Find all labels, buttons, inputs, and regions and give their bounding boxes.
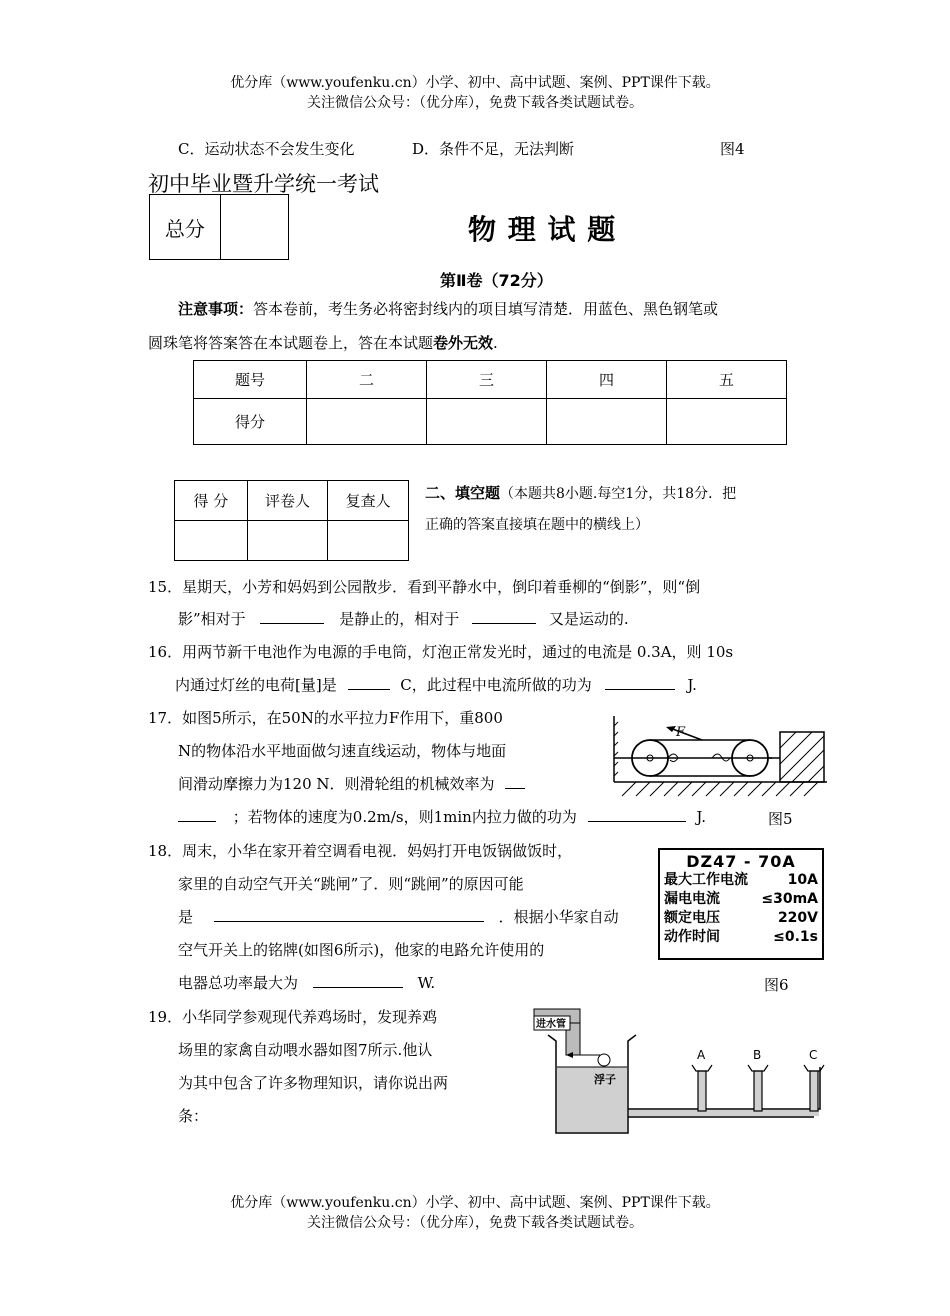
- q18-line-5: [178, 972, 435, 994]
- q15-text-2a: 影”相对于: [178, 610, 246, 628]
- nameplate-row: [664, 928, 818, 947]
- fig5-force-label: F: [676, 725, 686, 740]
- q15-blank-1[interactable]: [260, 609, 324, 624]
- score-table-header: 五: [667, 361, 787, 399]
- q16-line-2: [175, 674, 697, 696]
- section2-title: 二、填空题: [425, 484, 501, 502]
- q18-line-4: 空气开关上的铭牌(如图6所示)，他家的电路允许使用的: [178, 941, 545, 959]
- notice-line-1: [178, 298, 718, 320]
- nameplate-value: ≤0.1s: [773, 929, 818, 945]
- q18-text-3b: ．根据小华家自动: [498, 908, 619, 926]
- section2-desc-2: 正确的答案直接填在题中的横线上）: [425, 517, 649, 533]
- q18-text-3a: 是: [178, 908, 194, 926]
- nameplate-key: 动作时间: [664, 929, 720, 945]
- q19-line-2: 场里的家禽自动喂水器如图7所示.他认: [178, 1041, 433, 1059]
- q15-text-2c: 又是运动的.: [548, 610, 629, 628]
- total-score-value[interactable]: [220, 195, 288, 260]
- q18-text-5b: W.: [417, 974, 436, 992]
- nameplate-value: 10A: [787, 872, 818, 888]
- nameplate-row: [664, 871, 818, 890]
- option-c: C．运动状态不会发生变化: [178, 140, 355, 158]
- notice-line-2: [148, 332, 498, 354]
- total-score-box: [149, 194, 289, 260]
- score-table: [193, 360, 787, 445]
- fig7-label-a: A: [697, 1048, 706, 1062]
- section2-line-1: [425, 482, 736, 505]
- q15-line-2: [178, 608, 629, 630]
- nameplate-model: DZ47 - 70A: [686, 852, 796, 871]
- fig6-nameplate: [658, 848, 824, 960]
- option-d: D．条件不足，无法判断: [412, 140, 575, 158]
- nameplate-key: 漏电电流: [664, 891, 720, 907]
- nameplate-value: 220V: [777, 910, 818, 926]
- fig6-label: 图6: [764, 976, 789, 994]
- nameplate-key: 额定电压: [664, 910, 720, 926]
- footer-line-2: 关注微信公众号：（优分库），免费下载各类试题试卷。: [307, 1215, 643, 1231]
- nameplate-key: 最大工作电流: [664, 872, 748, 888]
- q19-line-4: 条：: [178, 1107, 209, 1125]
- grader-cell[interactable]: [328, 521, 409, 561]
- q15-blank-2[interactable]: [472, 609, 536, 624]
- score-cell[interactable]: [667, 399, 787, 445]
- exam-title: 初中毕业暨升学统一考试: [148, 172, 379, 196]
- q16-blank-1[interactable]: [348, 675, 390, 690]
- q18-line-3: [178, 906, 619, 928]
- q16-text-2a: 内通过灯丝的电荷[量]是: [175, 676, 337, 694]
- fig7-inlet-label: 进水管: [536, 1019, 566, 1030]
- q15-text-2b: 是静止的，相对于: [339, 610, 460, 628]
- q15-line-1: 15．星期天，小芳和妈妈到公园散步．看到平静水中，倒印着垂柳的“倒影”，则“倒: [148, 578, 701, 596]
- notice-text-1: 答本卷前，考生务必将密封线内的项目填写清楚．用蓝色、黑色钢笔或: [253, 300, 719, 318]
- score-cell[interactable]: [427, 399, 547, 445]
- notice-text-2b: 卷外无效: [433, 334, 494, 352]
- q16-text-2c: J.: [687, 676, 697, 694]
- section2-desc-1: （本题共8小题.每空1分，共18分．把: [500, 486, 737, 502]
- q17-line-3: [178, 773, 525, 795]
- total-score-label: 总分: [150, 195, 221, 260]
- score-cell[interactable]: [547, 399, 667, 445]
- q17-blank-1a[interactable]: [505, 774, 525, 789]
- header-line-2: 关注微信公众号：（优分库），免费下载各类试题试卷。: [307, 95, 643, 111]
- q16-text-2b: C，此过程中电流所做的功为: [400, 676, 592, 694]
- q17-line-1: 17．如图5所示，在50N的水平拉力F作用下，重800: [148, 709, 503, 727]
- q17-blank-1b[interactable]: [178, 807, 216, 822]
- notice-label: 注意事项：: [178, 300, 254, 318]
- fig7-float-label: 浮子: [594, 1073, 616, 1086]
- q18-line-1: 18．周末，小华在家开着空调看电视．妈妈打开电饭锅做饭时，: [148, 842, 573, 860]
- fig7-label-b: B: [753, 1048, 762, 1062]
- score-cell[interactable]: [307, 399, 427, 445]
- q16-line-1: 16．用两节新干电池作为电源的手电筒，灯泡正常发光时，通过的电流是 0.3A，则 10s: [148, 643, 734, 661]
- score-row-label: 得分: [194, 399, 307, 445]
- q19-line-3: 为其中包含了许多物理知识，请你说出两: [178, 1074, 449, 1092]
- footer-line-1: 优分库（www.youfenku.cn）小学、初中、高中试题、案例、PPT课件下载。: [230, 1195, 720, 1211]
- q19-line-1: 19．小华同学参观现代养鸡场时，发现养鸡: [148, 1008, 438, 1026]
- fig4-label: 图4: [720, 140, 745, 158]
- score-table-header: 四: [547, 361, 667, 399]
- q17-text-4a: ；若物体的速度为0.2m/s，则1min内拉力做的功为: [232, 808, 577, 826]
- score-table-header: 三: [427, 361, 547, 399]
- volume-label: 第Ⅱ卷（72分）: [440, 271, 553, 290]
- q16-blank-2[interactable]: [605, 675, 675, 690]
- score-table-header: 二: [307, 361, 427, 399]
- q18-blank-1[interactable]: [214, 907, 484, 922]
- notice-text-2a: 圆珠笔将答案答在本试题卷上，答在本试题: [148, 334, 434, 352]
- notice-text-2c: .: [493, 334, 498, 352]
- q18-text-5a: 电器总功率最大为: [178, 974, 299, 992]
- grader-header: 得 分: [175, 481, 248, 521]
- q17-text-3: 间滑动摩擦力为120 N．则滑轮组的机械效率为: [178, 775, 495, 793]
- nameplate-row: [664, 909, 818, 928]
- score-table-header: 题号: [194, 361, 307, 399]
- grader-table: [174, 480, 409, 561]
- nameplate-value: ≤30mA: [761, 891, 818, 907]
- nameplate-row: [664, 890, 818, 909]
- q18-blank-2[interactable]: [313, 973, 403, 988]
- q17-line-4: [178, 806, 706, 828]
- grader-cell[interactable]: [247, 521, 328, 561]
- grader-header: 复查人: [328, 481, 409, 521]
- paper-title: 物 理 试 题: [468, 213, 617, 246]
- grader-cell[interactable]: [175, 521, 248, 561]
- q18-line-2: 家里的自动空气开关“跳闸”了．则“跳闸”的原因可能: [178, 875, 524, 893]
- fig5-label: 图5: [768, 810, 793, 828]
- q17-blank-2[interactable]: [588, 807, 686, 822]
- fig5-pulley-diagram: [612, 712, 832, 800]
- fig7-waterer-diagram: [530, 1005, 830, 1137]
- q17-text-4b: J.: [696, 808, 707, 826]
- header-line-1: 优分库（www.youfenku.cn）小学、初中、高中试题、案例、PPT课件下载。: [230, 75, 720, 91]
- fig7-label-c: C: [809, 1048, 818, 1062]
- grader-header: 评卷人: [247, 481, 328, 521]
- q17-line-2: N的物体沿水平地面做匀速直线运动，物体与地面: [178, 742, 507, 760]
